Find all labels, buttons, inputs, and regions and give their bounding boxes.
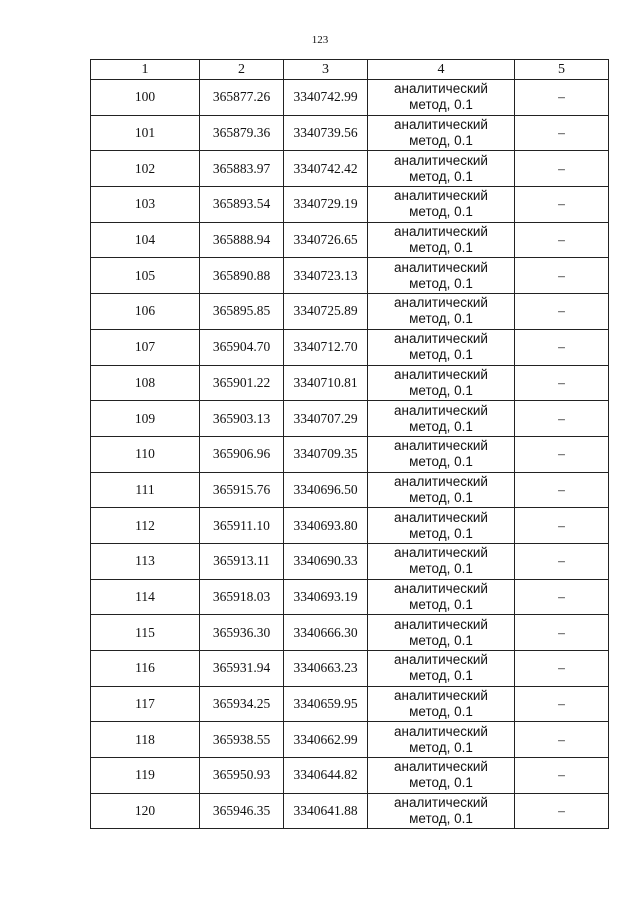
method-line-1: аналитический: [394, 152, 488, 168]
note-cell: –: [515, 151, 609, 187]
coordinate-y: 3340742.99: [284, 80, 368, 116]
method-line-2: метод, 0.1: [409, 168, 473, 184]
method-line-2: метод, 0.1: [409, 204, 473, 220]
coordinate-x: 365931.94: [200, 651, 284, 687]
note-cell: –: [515, 615, 609, 651]
coordinates-table: [90, 59, 609, 829]
method-cell: [368, 793, 515, 829]
note-cell: –: [515, 758, 609, 794]
coordinate-x: 365915.76: [200, 472, 284, 508]
note-cell: –: [515, 329, 609, 365]
coordinate-y: 3340662.99: [284, 722, 368, 758]
method-line-2: метод, 0.1: [409, 454, 473, 470]
coordinate-x: 365918.03: [200, 579, 284, 615]
coordinate-y: 3340726.65: [284, 222, 368, 258]
method-cell: [368, 294, 515, 330]
method-line-1: аналитический: [394, 366, 488, 382]
table-row: [91, 187, 609, 223]
coordinate-y: 3340710.81: [284, 365, 368, 401]
note-cell: –: [515, 294, 609, 330]
column-header-5: 5: [515, 60, 609, 80]
coordinate-y: 3340663.23: [284, 651, 368, 687]
coordinate-x: 365946.35: [200, 793, 284, 829]
note-cell: –: [515, 508, 609, 544]
table-row: [91, 579, 609, 615]
method-cell: [368, 401, 515, 437]
method-cell: [368, 543, 515, 579]
method-line-1: аналитический: [394, 224, 488, 240]
coordinate-y: 3340666.30: [284, 615, 368, 651]
note-cell: –: [515, 401, 609, 437]
method-line-1: аналитический: [394, 580, 488, 596]
method-cell: [368, 187, 515, 223]
point-number: 114: [91, 579, 200, 615]
coordinate-x: 365895.85: [200, 294, 284, 330]
method-line-1: аналитический: [394, 259, 488, 275]
coordinate-x: 365906.96: [200, 436, 284, 472]
method-line-2: метод, 0.1: [409, 382, 473, 398]
table-body: [91, 80, 609, 829]
column-header-2: 2: [200, 60, 284, 80]
table-row: [91, 436, 609, 472]
method-line-2: метод, 0.1: [409, 704, 473, 720]
note-cell: –: [515, 187, 609, 223]
method-cell: [368, 365, 515, 401]
method-line-2: метод, 0.1: [409, 97, 473, 113]
coordinate-x: 365934.25: [200, 686, 284, 722]
point-number: 106: [91, 294, 200, 330]
method-line-1: аналитический: [394, 473, 488, 489]
table-row: [91, 758, 609, 794]
point-number: 119: [91, 758, 200, 794]
point-number: 102: [91, 151, 200, 187]
point-number: 111: [91, 472, 200, 508]
coordinate-x: 365903.13: [200, 401, 284, 437]
point-number: 108: [91, 365, 200, 401]
method-line-2: метод, 0.1: [409, 739, 473, 755]
coordinate-x: 365890.88: [200, 258, 284, 294]
table-row: [91, 722, 609, 758]
column-header-4: 4: [368, 60, 515, 80]
method-cell: [368, 222, 515, 258]
method-line-1: аналитический: [394, 188, 488, 204]
method-line-2: метод, 0.1: [409, 596, 473, 612]
note-cell: –: [515, 686, 609, 722]
method-line-1: аналитический: [394, 295, 488, 311]
point-number: 115: [91, 615, 200, 651]
coordinate-x: 365883.97: [200, 151, 284, 187]
coordinate-x: 365888.94: [200, 222, 284, 258]
note-cell: –: [515, 222, 609, 258]
point-number: 117: [91, 686, 200, 722]
note-cell: –: [515, 543, 609, 579]
method-cell: [368, 686, 515, 722]
column-header-1: 1: [91, 60, 200, 80]
column-header-3: 3: [284, 60, 368, 80]
page-number: 123: [311, 34, 329, 46]
coordinate-y: 3340707.29: [284, 401, 368, 437]
point-number: 120: [91, 793, 200, 829]
note-cell: –: [515, 365, 609, 401]
method-line-2: метод, 0.1: [409, 489, 473, 505]
method-line-1: аналитический: [394, 402, 488, 418]
method-cell: [368, 472, 515, 508]
method-line-2: метод, 0.1: [409, 632, 473, 648]
method-line-2: метод, 0.1: [409, 133, 473, 149]
coordinate-x: 365904.70: [200, 329, 284, 365]
coordinate-x: 365877.26: [200, 80, 284, 116]
point-number: 109: [91, 401, 200, 437]
table-row: [91, 115, 609, 151]
method-line-1: аналитический: [394, 652, 488, 668]
method-line-2: метод, 0.1: [409, 811, 473, 827]
coordinate-y: 3340693.80: [284, 508, 368, 544]
table-row: [91, 294, 609, 330]
coordinate-y: 3340693.19: [284, 579, 368, 615]
method-line-2: метод, 0.1: [409, 525, 473, 541]
coordinate-x: 365913.11: [200, 543, 284, 579]
table-row: [91, 651, 609, 687]
coordinate-y: 3340712.70: [284, 329, 368, 365]
method-line-2: метод, 0.1: [409, 311, 473, 327]
point-number: 105: [91, 258, 200, 294]
table-row: [91, 508, 609, 544]
method-cell: [368, 329, 515, 365]
coordinate-y: 3340729.19: [284, 187, 368, 223]
method-line-2: метод, 0.1: [409, 275, 473, 291]
table-row: [91, 472, 609, 508]
coordinate-y: 3340641.88: [284, 793, 368, 829]
method-line-2: метод, 0.1: [409, 240, 473, 256]
table-row: [91, 365, 609, 401]
method-line-1: аналитический: [394, 759, 488, 775]
note-cell: –: [515, 793, 609, 829]
method-cell: [368, 115, 515, 151]
method-line-1: аналитический: [394, 117, 488, 133]
note-cell: –: [515, 436, 609, 472]
method-line-2: метод, 0.1: [409, 561, 473, 577]
table-row: [91, 543, 609, 579]
coordinate-y: 3340723.13: [284, 258, 368, 294]
point-number: 101: [91, 115, 200, 151]
table-row: [91, 222, 609, 258]
point-number: 118: [91, 722, 200, 758]
method-line-1: аналитический: [394, 616, 488, 632]
note-cell: –: [515, 80, 609, 116]
point-number: 113: [91, 543, 200, 579]
coordinate-y: 3340690.33: [284, 543, 368, 579]
method-line-2: метод, 0.1: [409, 418, 473, 434]
coordinate-y: 3340725.89: [284, 294, 368, 330]
method-cell: [368, 722, 515, 758]
method-cell: [368, 615, 515, 651]
method-cell: [368, 508, 515, 544]
note-cell: –: [515, 722, 609, 758]
note-cell: –: [515, 258, 609, 294]
coordinate-y: 3340696.50: [284, 472, 368, 508]
note-cell: –: [515, 472, 609, 508]
method-line-1: аналитический: [394, 723, 488, 739]
coordinate-y: 3340739.56: [284, 115, 368, 151]
coordinate-y: 3340659.95: [284, 686, 368, 722]
point-number: 107: [91, 329, 200, 365]
table-row: [91, 615, 609, 651]
method-cell: [368, 151, 515, 187]
table-row: [91, 793, 609, 829]
coordinate-x: 365893.54: [200, 187, 284, 223]
method-line-1: аналитический: [394, 438, 488, 454]
coordinate-x: 365879.36: [200, 115, 284, 151]
coordinate-x: 365936.30: [200, 615, 284, 651]
table-row: [91, 686, 609, 722]
table-row: [91, 401, 609, 437]
table-row: [91, 329, 609, 365]
point-number: 112: [91, 508, 200, 544]
method-cell: [368, 579, 515, 615]
coordinate-x: 365938.55: [200, 722, 284, 758]
table-row: [91, 80, 609, 116]
coordinate-x: 365950.93: [200, 758, 284, 794]
method-cell: [368, 436, 515, 472]
point-number: 116: [91, 651, 200, 687]
method-line-2: метод, 0.1: [409, 668, 473, 684]
table-row: [91, 258, 609, 294]
method-line-1: аналитический: [394, 795, 488, 811]
note-cell: –: [515, 651, 609, 687]
note-cell: –: [515, 579, 609, 615]
coordinate-y: 3340644.82: [284, 758, 368, 794]
coordinate-y: 3340742.42: [284, 151, 368, 187]
note-cell: –: [515, 115, 609, 151]
point-number: 100: [91, 80, 200, 116]
point-number: 104: [91, 222, 200, 258]
method-line-1: аналитический: [394, 509, 488, 525]
method-line-2: метод, 0.1: [409, 347, 473, 363]
method-cell: [368, 80, 515, 116]
coordinate-y: 3340709.35: [284, 436, 368, 472]
method-cell: [368, 258, 515, 294]
method-line-2: метод, 0.1: [409, 775, 473, 791]
method-line-1: аналитический: [394, 81, 488, 97]
coordinate-x: 365901.22: [200, 365, 284, 401]
method-line-1: аналитический: [394, 331, 488, 347]
point-number: 103: [91, 187, 200, 223]
method-cell: [368, 758, 515, 794]
table-row: [91, 151, 609, 187]
coordinate-x: 365911.10: [200, 508, 284, 544]
method-line-1: аналитический: [394, 545, 488, 561]
method-line-1: аналитический: [394, 688, 488, 704]
method-cell: [368, 651, 515, 687]
header-row: [91, 60, 609, 80]
point-number: 110: [91, 436, 200, 472]
